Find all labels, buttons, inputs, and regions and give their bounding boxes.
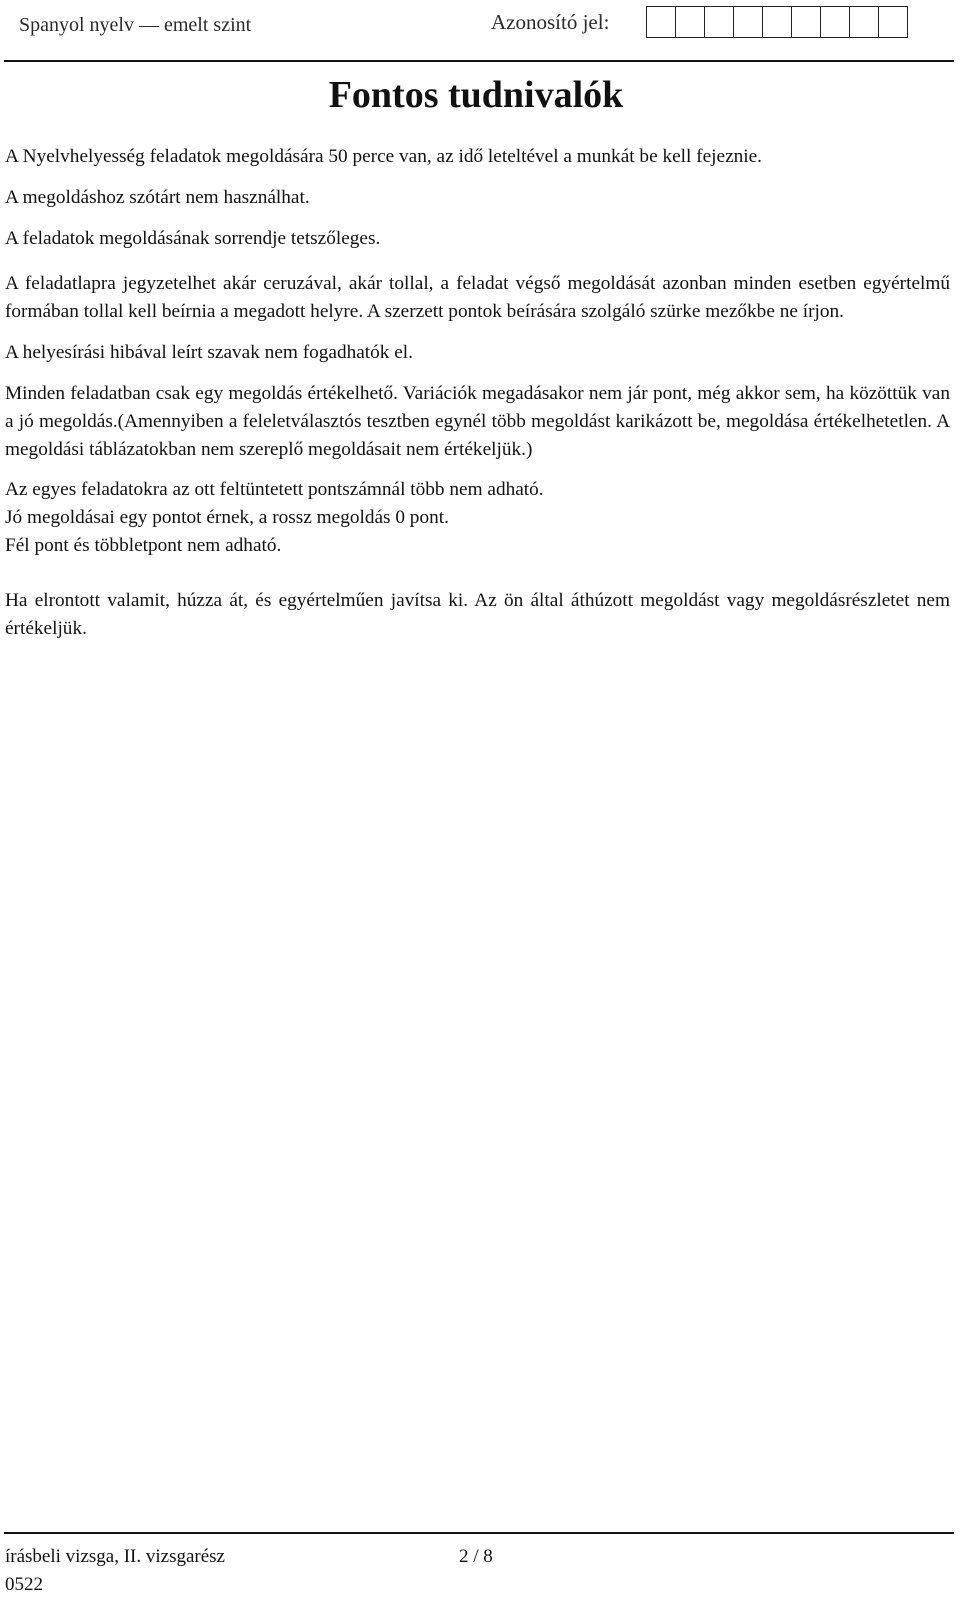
instruction-paragraph: A helyesírási hibával leírt szavak nem fogadhatók el. (5, 342, 413, 363)
id-box (791, 6, 821, 38)
id-box (646, 6, 676, 38)
id-box (849, 6, 879, 38)
footer-divider (4, 1532, 954, 1534)
id-box (820, 6, 850, 38)
instruction-paragraph: Minden feladatban csak egy megoldás értékelhető. Variációk megadásakor nem jár pont, még akkor sem, ha közöttük van a jó megoldás.(Amennyiben a feleletválasztós tesztben egynél több megoldást karikázott be, megoldása értékelhetetlen. A megoldási táblázatokban nem szereplő megoldásait nem értékeljük.) (5, 383, 950, 460)
id-box (733, 6, 763, 38)
instructions (5, 143, 950, 643)
footer-page-number: 2 / 8 (459, 1546, 493, 1567)
instruction-paragraph: Ha elrontott valamit, húzza át, és egyértelműen javítsa ki. Az ön által áthúzott megoldást vagy megoldásrészletet nem értékeljük. (5, 590, 950, 639)
id-box (675, 6, 705, 38)
header-subject: Spanyol nyelv — emelt szint (19, 14, 252, 36)
instruction-paragraph: Az egyes feladatokra az ott feltüntetett pontszámnál több nem adható. (5, 479, 544, 500)
page-header (0, 0, 960, 62)
instruction-paragraph: Fél pont és többletpont nem adható. (5, 535, 282, 556)
header-divider (4, 60, 954, 62)
instruction-paragraph: Jó megoldásai egy pontot érnek, a rossz megoldás 0 pont. (5, 507, 449, 528)
footer-code: 0522 (5, 1574, 43, 1595)
id-boxes (647, 6, 908, 38)
header-id-label: Azonosító jel: (491, 10, 610, 34)
footer-exam-label: írásbeli vizsga, II. vizsgarész (5, 1546, 225, 1567)
id-box (878, 6, 908, 38)
instruction-paragraph: A megoldáshoz szótárt nem használhat. (5, 187, 310, 208)
page-title: Fontos tudnivalók (328, 74, 624, 116)
instruction-paragraph: A feladatok megoldásának sorrendje tetszőleges. (5, 228, 381, 249)
instruction-paragraph: A Nyelvhelyesség feladatok megoldására 50 perce van, az idő leteltével a munkát be kell fejeznie. (5, 146, 763, 167)
id-box (762, 6, 792, 38)
id-box (704, 6, 734, 38)
instruction-paragraph: A feladatlapra jegyzetelhet akár ceruzával, akár tollal, a feladat végső megoldását azonban minden esetben egyértelmű formában tollal kell beírnia a megadott helyre. A szerzett pontok beírására szolgáló szürke mezőkbe ne írjon. (5, 273, 950, 322)
